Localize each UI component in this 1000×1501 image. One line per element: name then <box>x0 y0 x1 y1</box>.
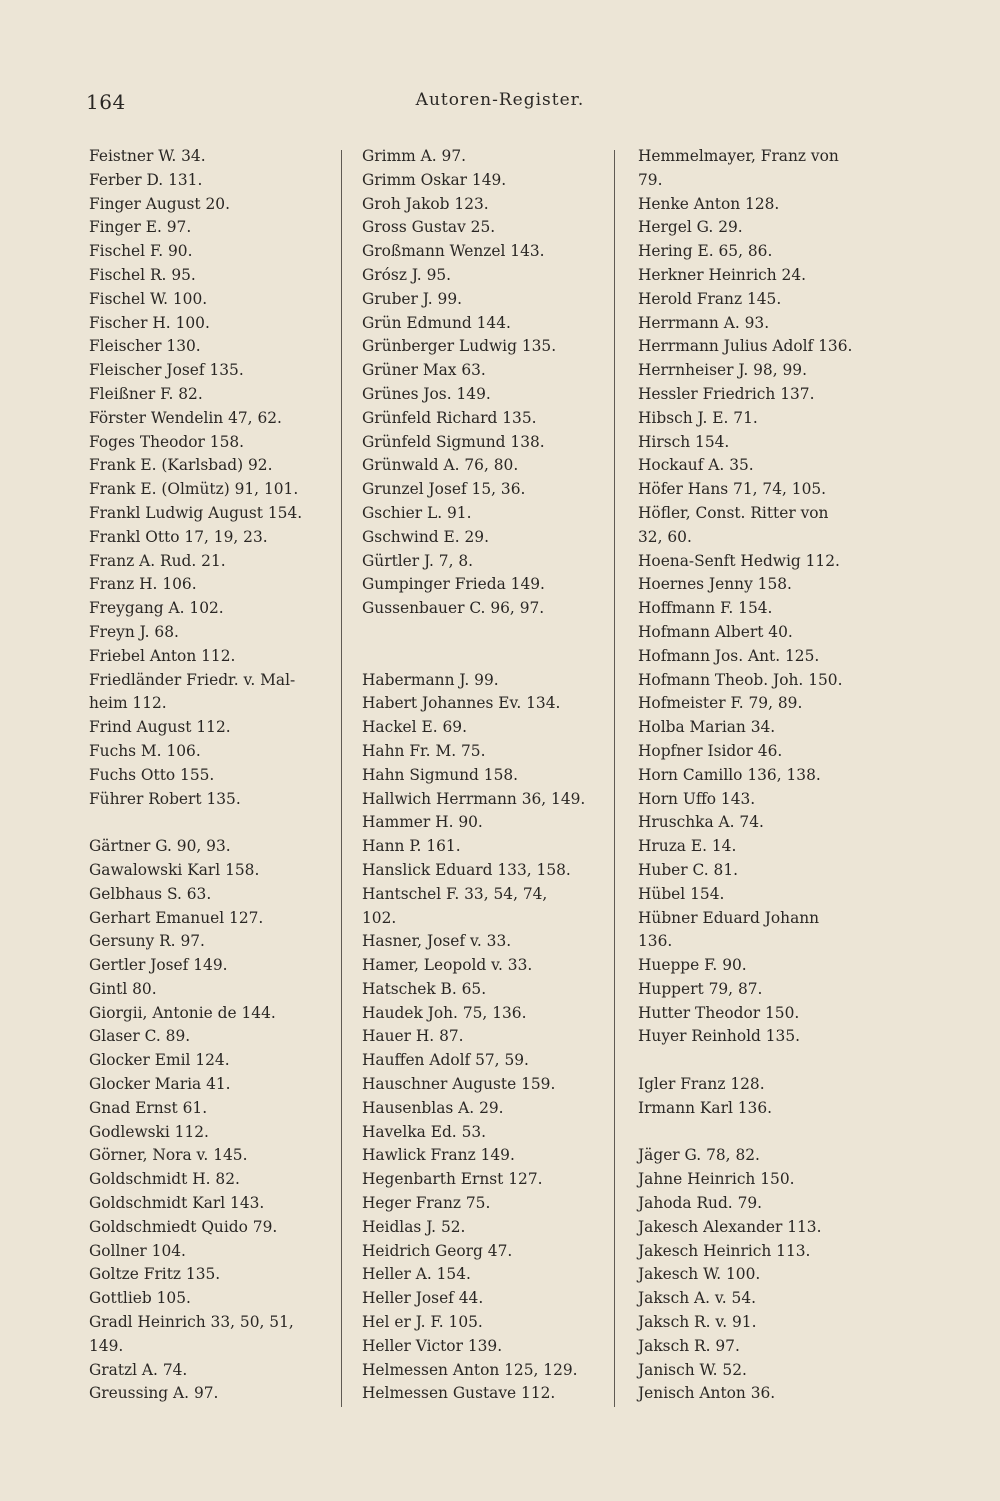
section-gap <box>89 811 329 835</box>
index-entry: Gussenbauer C. 96, 97. <box>362 599 545 618</box>
index-entry: Fischel W. 100. <box>89 289 208 308</box>
index-entry: Hübel 154. <box>638 884 725 903</box>
index-entry: Hawlick Franz 149. <box>362 1146 515 1165</box>
index-entry: Hantschel F. 33, 54, 74, <box>362 884 548 903</box>
index-entry: Hering E. 65, 86. <box>638 242 773 261</box>
index-entry: Höfler, Const. Ritter von <box>638 503 829 522</box>
section-gap <box>362 645 602 669</box>
index-entry: Freygang A. 102. <box>89 599 224 618</box>
index-entry: Förster Wendelin 47, 62. <box>89 408 282 427</box>
index-entry: Finger August 20. <box>89 194 230 213</box>
index-entry: Führer Robert 135. <box>89 789 241 808</box>
index-entry: Herrmann Julius Adolf 136. <box>638 337 853 356</box>
index-entry: Grunzel Josef 15, 36. <box>362 480 526 499</box>
index-entry: Gross Gustav 25. <box>362 218 496 237</box>
index-entry: Heidrich Georg 47. <box>362 1241 513 1260</box>
index-entry: Gelbhaus S. 63. <box>89 884 212 903</box>
index-entry: Irmann Karl 136. <box>638 1098 773 1117</box>
index-entry: Godlewski 112. <box>89 1122 209 1141</box>
index-entry: Grósz J. 95. <box>362 265 452 284</box>
index-entry: Hauer H. 87. <box>362 1027 464 1046</box>
index-entry: Grünfeld Sigmund 138. <box>362 432 545 451</box>
index-entry: Hessler Friedrich 137. <box>638 384 815 403</box>
column-divider <box>614 150 615 1407</box>
index-entry: Hübner Eduard Johann <box>638 908 820 927</box>
index-entry: Grünwald A. 76, 80. <box>362 456 519 475</box>
index-entry: Franz A. Rud. 21. <box>89 551 226 570</box>
index-entry: Heller A. 154. <box>362 1265 471 1284</box>
index-entry: Huber C. 81. <box>638 860 739 879</box>
index-entry: Holba Marian 34. <box>638 718 776 737</box>
index-entry: Heller Josef 44. <box>362 1289 484 1308</box>
index-entry: Hofmann Jos. Ant. 125. <box>638 646 820 665</box>
index-entry: Gratzl A. 74. <box>89 1360 188 1379</box>
index-entry: Freyn J. 68. <box>89 622 179 641</box>
index-entry: Goldschmidt Karl 143. <box>89 1194 265 1213</box>
index-entry: Gersuny R. 97. <box>89 932 205 951</box>
index-entry: Jäger G. 78, 82. <box>638 1146 760 1165</box>
index-entry: Helmessen Gustave 112. <box>362 1384 556 1403</box>
index-entry: Herrnheiser J. 98, 99. <box>638 361 807 380</box>
index-column-1 <box>89 145 329 1406</box>
index-entry: Hirsch 154. <box>638 432 730 451</box>
index-entry: Gintl 80. <box>89 979 157 998</box>
index-entry: Jakesch Heinrich 113. <box>638 1241 811 1260</box>
index-entry: Gnad Ernst 61. <box>89 1098 208 1117</box>
index-entry: Glocker Maria 41. <box>89 1075 231 1094</box>
index-entry: Gollner 104. <box>89 1241 186 1260</box>
index-entry: Hann P. 161. <box>362 837 461 856</box>
index-entry: 102. <box>362 908 397 927</box>
index-entry: Herkner Heinrich 24. <box>638 265 807 284</box>
index-entry: Finger E. 97. <box>89 218 192 237</box>
index-entry: Fleißner F. 82. <box>89 384 203 403</box>
index-entry: Helmessen Anton 125, 129. <box>362 1360 578 1379</box>
index-entry: Goldschmiedt Quido 79. <box>89 1217 278 1236</box>
index-entry: Huppert 79, 87. <box>638 979 763 998</box>
index-entry: Gruber J. 99. <box>362 289 463 308</box>
index-entry: Goltze Fritz 135. <box>89 1265 221 1284</box>
index-entry: Jakesch W. 100. <box>638 1265 761 1284</box>
section-gap <box>638 1121 878 1145</box>
index-entry: Hausenblas A. 29. <box>362 1098 504 1117</box>
section-gap <box>362 621 602 645</box>
running-head: Autoren-Register. <box>415 90 585 110</box>
index-entry: Friedländer Friedr. v. Mal- <box>89 670 296 689</box>
index-entry: Frind August 112. <box>89 718 231 737</box>
index-entry: Fischel F. 90. <box>89 242 193 261</box>
index-entry: Giorgii, Antonie de 144. <box>89 1003 276 1022</box>
index-entry: Feistner W. 34. <box>89 147 206 165</box>
index-entry: Fischer H. 100. <box>89 313 210 332</box>
index-entry: Hatschek B. 65. <box>362 979 487 998</box>
index-entry: Hutter Theodor 150. <box>638 1003 800 1022</box>
index-entry: Hamer, Leopold v. 33. <box>362 956 533 975</box>
index-entry: Frank E. (Olmütz) 91, 101. <box>89 480 299 499</box>
index-entry: Gawalowski Karl 158. <box>89 860 260 879</box>
index-entry: Glaser C. 89. <box>89 1027 191 1046</box>
index-entry: Großmann Wenzel 143. <box>362 242 545 261</box>
index-entry: Ferber D. 131. <box>89 170 203 189</box>
index-entry: Gärtner G. 90, 93. <box>89 837 231 856</box>
index-entry: Goldschmidt H. 82. <box>89 1170 240 1189</box>
index-entry: Fuchs Otto 155. <box>89 765 215 784</box>
index-entry: Jaksch R. 97. <box>638 1336 740 1355</box>
index-entry: Glocker Emil 124. <box>89 1051 230 1070</box>
index-entry: Janisch W. 52. <box>638 1360 747 1379</box>
index-entry: Gumpinger Frieda 149. <box>362 575 545 594</box>
index-entry: Herrmann A. 93. <box>638 313 770 332</box>
index-entry: Hahn Fr. M. 75. <box>362 741 486 760</box>
index-entry: Hemmelmayer, Franz von <box>638 147 839 165</box>
index-entry: Gottlieb 105. <box>89 1289 191 1308</box>
index-entry: Igler Franz 128. <box>638 1075 765 1094</box>
index-entry: Hauffen Adolf 57, 59. <box>362 1051 529 1070</box>
index-entry: Hauschner Auguste 159. <box>362 1075 556 1094</box>
index-entry: Habert Johannes Ev. 134. <box>362 694 561 713</box>
index-entry: Havelka Ed. 53. <box>362 1122 487 1141</box>
index-entry: Hasner, Josef v. 33. <box>362 932 512 951</box>
index-entry: Heger Franz 75. <box>362 1194 491 1213</box>
index-entry: Gschwind E. 29. <box>362 527 489 546</box>
index-entry: Grünfeld Richard 135. <box>362 408 537 427</box>
index-entry: 136. <box>638 932 673 951</box>
index-entry: Fischel R. 95. <box>89 265 196 284</box>
index-entry: Haudek Joh. 75, 136. <box>362 1003 527 1022</box>
index-entry: Hoernes Jenny 158. <box>638 575 792 594</box>
index-entry: Hahn Sigmund 158. <box>362 765 519 784</box>
index-entry: Hopfner Isidor 46. <box>638 741 783 760</box>
index-entry: Görner, Nora v. 145. <box>89 1146 248 1165</box>
index-entry: Höfer Hans 71, 74, 105. <box>638 480 827 499</box>
index-entry: Fleischer Josef 135. <box>89 361 244 380</box>
index-entry: Frankl Otto 17, 19, 23. <box>89 527 268 546</box>
index-entry: Grünberger Ludwig 135. <box>362 337 557 356</box>
index-entry: 79. <box>638 170 663 189</box>
index-entry: Hackel E. 69. <box>362 718 467 737</box>
index-entry: Heller Victor 139. <box>362 1336 503 1355</box>
index-entry: Huyer Reinhold 135. <box>638 1027 801 1046</box>
index-entry: Hammer H. 90. <box>362 813 483 832</box>
index-entry: Henke Anton 128. <box>638 194 780 213</box>
index-entry: Jahne Heinrich 150. <box>638 1170 795 1189</box>
index-entry: Gerhart Emanuel 127. <box>89 908 264 927</box>
index-entry: Grüner Max 63. <box>362 361 486 380</box>
index-entry: Hoffmann F. 154. <box>638 599 773 618</box>
index-entry: Greussing A. 97. <box>89 1384 219 1403</box>
index-entry: Hallwich Herrmann 36, 149. <box>362 789 586 808</box>
index-entry: Grimm A. 97. <box>362 147 467 165</box>
index-entry: Horn Camillo 136, 138. <box>638 765 821 784</box>
index-entry: Hegenbarth Ernst 127. <box>362 1170 543 1189</box>
index-entry: Grün Edmund 144. <box>362 313 511 332</box>
index-entry: Hibsch J. E. 71. <box>638 408 758 427</box>
index-entry: Gschier L. 91. <box>362 503 472 522</box>
index-entry: Gürtler J. 7, 8. <box>362 551 474 570</box>
index-entry: Hruza E. 14. <box>638 837 737 856</box>
index-entry: Heidlas J. 52. <box>362 1217 466 1236</box>
index-entry: 149. <box>89 1336 124 1355</box>
index-entry: Hofmann Theob. Joh. 150. <box>638 670 843 689</box>
index-entry: Gertler Josef 149. <box>89 956 228 975</box>
section-gap <box>638 1049 878 1073</box>
index-entry: Frank E. (Karlsbad) 92. <box>89 456 273 475</box>
page-number: 164 <box>86 90 126 114</box>
index-entry: heim 112. <box>89 694 167 713</box>
index-entry: Fleischer 130. <box>89 337 201 356</box>
column-divider <box>341 150 342 1407</box>
index-entry: Hanslick Eduard 133, 158. <box>362 860 571 879</box>
index-entry: Hergel G. 29. <box>638 218 743 237</box>
index-entry: Hruschka A. 74. <box>638 813 764 832</box>
index-entry: Herold Franz 145. <box>638 289 782 308</box>
index-entry: Hofmann Albert 40. <box>638 622 793 641</box>
index-column-3 <box>638 145 878 1406</box>
index-entry: Jakesch Alexander 113. <box>638 1217 822 1236</box>
index-entry: Hueppe F. 90. <box>638 956 747 975</box>
index-entry: Jahoda Rud. 79. <box>638 1194 763 1213</box>
index-entry: Foges Theodor 158. <box>89 432 245 451</box>
index-entry: Grimm Oskar 149. <box>362 170 507 189</box>
index-entry: Fuchs M. 106. <box>89 741 201 760</box>
index-entry: Horn Uffo 143. <box>638 789 756 808</box>
index-entry: Grünes Jos. 149. <box>362 384 491 403</box>
index-entry: Jenisch Anton 36. <box>638 1384 776 1403</box>
index-column-2 <box>362 145 602 1406</box>
index-entry: Jaksch A. v. 54. <box>638 1289 757 1308</box>
index-entry: Groh Jakob 123. <box>362 194 489 213</box>
index-entry: Hofmeister F. 79, 89. <box>638 694 803 713</box>
index-entry: Jaksch R. v. 91. <box>638 1313 757 1332</box>
index-entry: 32, 60. <box>638 527 692 546</box>
index-entry: Hel er J. F. 105. <box>362 1313 483 1332</box>
index-entry: Franz H. 106. <box>89 575 197 594</box>
index-entry: Gradl Heinrich 33, 50, 51, <box>89 1313 294 1332</box>
index-entry: Habermann J. 99. <box>362 670 499 689</box>
index-entry: Hoena-Senft Hedwig 112. <box>638 551 840 570</box>
index-entry: Hockauf A. 35. <box>638 456 754 475</box>
index-entry: Frankl Ludwig August 154. <box>89 503 303 522</box>
index-entry: Friebel Anton 112. <box>89 646 236 665</box>
